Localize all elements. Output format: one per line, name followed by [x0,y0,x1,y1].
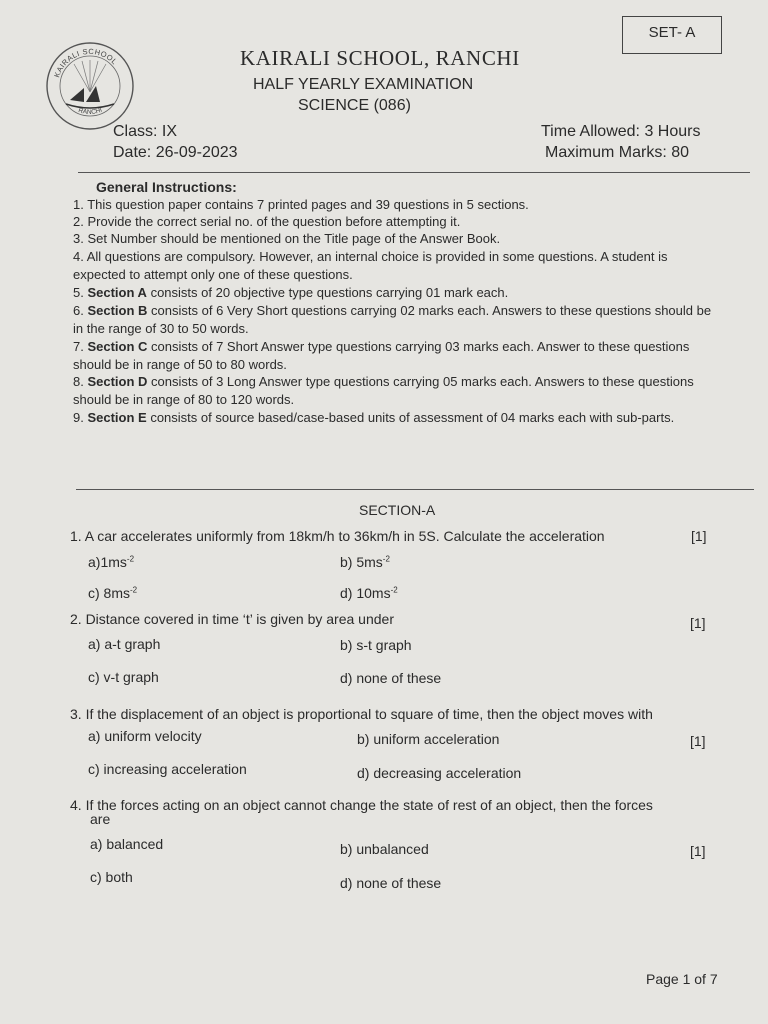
section-title: SECTION-A [359,502,436,518]
question-2-option-a: a) a-t graph [88,636,161,652]
question-4-option-b: b) unbalanced [340,841,429,857]
instruction-7: 7. Section C consists of 7 Short Answer type questions carrying 03 marks each. Answer to these questions should be in range of 50 to 80 words. [73,339,690,372]
question-3-mark: [1] [690,733,706,749]
instruction-4: 4. All questions are compulsory. However, an internal choice is provided in some questions. A student is expected to attempt only one of these questions. [73,249,668,282]
instruction-2: 2. Provide the correct serial no. of the question before attempting it. [73,214,461,229]
school-logo [44,40,136,132]
logo-text-bottom: RANCHI [77,106,104,117]
set-label-box: SET- A [622,16,722,54]
svg-text:KAIRALI SCHOOL [52,47,119,79]
question-1-option-a: $a)1ms^{-2}$ [88,554,135,570]
subject-name: SCIENCE (086) [298,97,411,114]
date-label: Date: 26-09-2023 [113,144,238,161]
question-1-mark: [1] [691,528,707,544]
question-4-option-c: c) both [90,869,133,885]
instruction-6: 6. Section B consists of 6 Very Short questions carrying 02 marks each. Answers to these questions should be in the range of 30 to 50 words. [73,303,712,336]
instruction-9: 9. Section E consists of source based/case-based units of assessment of 04 marks each with sub-parts. [73,410,675,425]
instruction-5: 5. Section A consists of 20 objective type questions carrying 01 mark each. [73,285,509,300]
instructions-title: General Instructions: [96,179,237,195]
question-2-text: 2. Distance covered in time ‘t’ is given by area under [70,611,394,627]
question-1-option-c: c) $8ms^{-2}$ [88,585,138,601]
question-2-option-d: d) none of these [340,670,442,686]
question-3-option-b: b) uniform acceleration [357,731,500,747]
question-4-option-d: d) none of these [340,875,442,891]
school-name: KAIRALI SCHOOL, RANCHI [240,46,520,70]
question-4-text-line-1: 4. If the forces acting on an object cannot change the state of rest of an object, then the forces [70,797,653,813]
question-3-option-d: d) decreasing acceleration [357,765,522,781]
header-divider [78,172,750,173]
exam-name: HALF YEARLY EXAMINATION [253,76,474,93]
question-4-text-line-2: are [90,811,111,827]
question-1-text: 1. A car accelerates uniformly from 18km/h to 36km/h in 5S. Calculate the acceleration [70,528,605,544]
time-allowed: Time Allowed: 3 Hours [541,123,701,140]
question-2-option-b: b) s-t graph [340,637,412,653]
question-3-option-a: a) uniform velocity [88,728,202,744]
question-1-option-d: d) $10ms^{-2}$ [340,585,398,601]
class-label: Class: IX [113,123,178,140]
question-3-text: 3. If the displacement of an object is proportional to square of time, then the object moves with [70,706,653,722]
instruction-3: 3. Set Number should be mentioned on the Title page of the Answer Book. [73,231,501,246]
question-4-mark: [1] [690,843,706,859]
question-4-option-a: a) balanced [90,836,164,852]
instruction-8: 8. Section D consists of 3 Long Answer type questions carrying 05 marks each. Answers to these questions should be in range of 80 to 120 words. [73,374,694,407]
question-2-option-c: c) v-t graph [88,669,159,685]
question-3-option-c: c) increasing acceleration [88,761,247,777]
logo-text-top: KAIRALI SCHOOL [52,46,120,79]
question-2-mark: [1] [690,615,706,631]
page-number: Page 1 of 7 [646,971,718,987]
maximum-marks: Maximum Marks: 80 [545,144,690,161]
instruction-1: 1. This question paper contains 7 printed pages and 39 questions in 5 sections. [73,197,529,212]
section-divider [76,489,754,490]
question-1-option-b: b) $5ms^{-2}$ [340,554,390,570]
